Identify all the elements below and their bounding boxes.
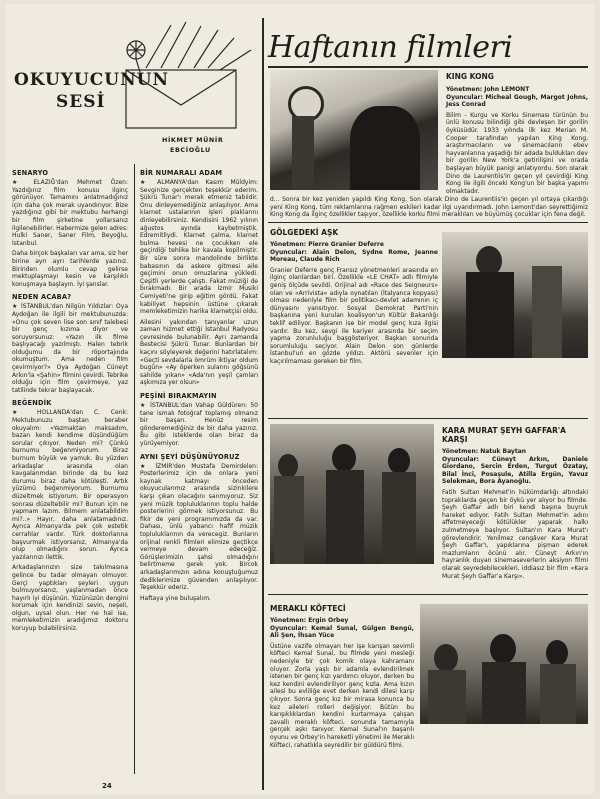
letter-heading: BİR NUMARALI ADAM xyxy=(140,169,223,177)
movie-1-title: KING KONG xyxy=(446,72,494,81)
letter-heading: SENARYO xyxy=(12,169,49,177)
letter-text: Daha birçok başkaları var ama, siz her birine ayrı ayrı tarihlerde yazınız. Birinden olumlu cevap gelirse mektuplaşmayı kesin ve karşılıklı konuşmaya başlayın. İyi şanslar. xyxy=(12,250,128,288)
movie-2-body: Granier Deferre genç Fransız yönetmenleri arasında en ilginç olanlardan biri. Özellikle «LE CHAT» adlı filmiyle geniş ölçüde sevildi. Orijinal adı «Race des Seigneurs» olan ve «Arrivista» adıyla oynatılan (İtalyanca kopyası) olması nedeniyle film bir politikacı-devlet adamının iç dünyasını yansıtıyor. Sosyal Demokrat Parti'nin başkanına yeni kurulan koalisyon'un Kültür Bakanlığı teklif ediliyor. Başkanın ise bir model genç kıza ilgisi vardır. Bu kez, sevgi ile kariyer arasında bir seçim yapma zorunluluğu başgösteriyor. Başkan sonunda sorumluluğu seçiyor. Alain Delon son günlerde İstanbul'un en gözde yıldızı. Aktörü sevenler için kaçırılmaması gereken bir film. xyxy=(270,266,438,365)
column-editor-name-1: HİKMET MÜNİR xyxy=(162,136,224,144)
letters-column-2 xyxy=(140,164,258,784)
letter-text: ★ İSTANBUL'dan Nilgün Yıldızlar: Oya Aydoğan ile ilgili bir mektubunuzda: «Onu çok seven lise son sınıf talebesi bir genç kızıma diyor ve soruyorsunuz: «Yazın ilk filme başlıyacağı yazılmıştı. Halen tebrik olduğumu da bir röportajında okumuştum. Ama neden film çevirmiyor?» Oya Aydoğan Cüneyt Arkın'la «Şahin» filmini çevirdi. Tebrike olduğu için film çevirmeye, yaz tatilinde tekrar başlayacak. xyxy=(12,303,128,394)
letter-text: ★ ALMANYA'dan Kasım Müldyim: Sevginize gerçekten teşekkür ederim. Şükrü Tunar'ı merak etmeniz tabiidir. Onu dinleyemediğiniz anlaşılıyor. Ama klarnet ustalarının işleri plaklarını dinleyebilirsiniz. Kendisini 1962 yılının ağustos ayında kaybetmiştik. Edremitliydi. Klarnet çalma, klarnet bulma hevesi ne çocukken ele geçirdiği tehlike bir kavala kopilmiştir. Bir süre sonra mandolinde birlikte babasının da askere gitmesi aile geçimini onun omuzlarına yükledi. Çeşitli yerlerde çalıştı. Fakat müziği de bırakmadı. Bir arada İzmir Musiki Cemiyeti'ne girip eğitim gördü. Fakat kabiliyet hepsinin üstüne çıkarak memleketimizin harika klarnetçisi oldu. xyxy=(140,179,258,316)
letter-heading: BEĞENDİK xyxy=(12,399,52,408)
golgedeki-ask-photo xyxy=(442,232,588,358)
letter-text: Arkadaşlarınızın size takılmasına gelince bu tadar olmayan olmuyor. Gerçi yaptıkları şeyleri uygun bulmuyorsanız, yaşlanmadan önce hayırlı iyi düşünün. Yüzünüzün dengini korumak için kendinizi sevin, neşeli, olgun, uysal olun. Her ne hal ise, memleketimizin aradığımız doktoru koruyup bulabilirsiniz. xyxy=(12,564,128,633)
movie-1-body: Bilim - Kurgu ve Korku Sineması türünün bu ünlü konusu bilindiği gibi devleşen bir gorilin öyküsüdür. 1933 yılında ilk kez Merian M. Cooper tarafından yapılan King Kong, araştırmacıların ve sinemacıların ebev hayvanlarına yaşadığı bir adada buldukları dev bir gorilin New York'a getirilişini ve orada başlayan büyük panigi anlatıyordu. Son olarak Dino de Laurentiis'in geçen yıl çevirdiği King Kong ile ilgili önceki Kong'un bir başka yapımı olmaktadır. xyxy=(446,111,588,195)
movie-1-credits: Yönetmen: John LEMONT Oyuncular: Micheal Gough, Margot Johns, Jess Conrad xyxy=(446,86,588,109)
movie-1-body-continued: d... Sonra bir kez yeniden yapıldı King Kong. Son olarak Dino de Laurentiis'in geçen yıl ortaya çıkardığı yeni King Kong, tüm reklamlarına rağmen eskileri kadar ilgi uyandırmadı. John Lemont'dan seyrettiğimiz King Kong da ilginç özellikler taşıyor, özellikle korku filmi meraklıları ve büyümüş çocuklar için fena değil. xyxy=(270,196,588,219)
letter-text: Ailesini yakından tanıyanlar uzun zaman hizmet ettiği İstanbul Radyosu çevresinde bulunabilir. Ayrı zamanda Bestecisi Şükrü Tunar. Bunlardan bir kaçını söyleyerek değerini hatırlatalım: «Geçti sevdalarla ömrüm iktiyar oldum bugün» «Ay öperken sularını göğsünü sahilde yıkan» «Ada'nın yeşil çamları aşkımıza yer olsun» xyxy=(140,318,258,387)
letter-text: ★ HOLLANDA'dan C. Cenk: Mektubunuzu baştan beraber okuyalım: «Yazmaktan maksadım, bazan kendi kendime düşündüğüm sorular çıkıyor. Neden mi? Çünkü burnumu beğenmiyorum. Biraz burnum büyük ve yamuk. Bu yüzden arkadaşlar arasında olan kavgalarımdan birinde da bu kez durumu biraz daha kötüleşti. Artık yüzümü beğenmiyorum. Burnumu düzeltmek istiyorum. Bir operasyon sonrası düzeltebilir mi? Bunun için ne yapmam lazım. Bilmem anlatabildim mi?..» Hayır, daha anlatamadınız. Ayrıca Almanya'da pek çok estetik cerrahlar vardır. Türk doktorlarına başvurmak istiyorsanız, Almanya'da olup olmadığını sorun. Ayrıca yazılarınızı ilettik. xyxy=(12,409,128,561)
letter-text: ★ İZMİR'den Mustafa Demirdelen: Posterlerimiz için de onlara yeni kaynak katmayı önceden okuyucularımız arasında sizinkilere karşı çıkan olacağını sanmıyoruz. Siz yeni müzik topluluklarının toplu halde posterlerini görmek istiyorsunuz. Bu fikir de yeni programımızda da var. Dahası, ünlü yabancı hafif müzik topluluklarının da verecegiz. Bunların orijinal renkli filmleri elimize geçtikçe vermeye devam edeceğiz. Görüşlerimizin şahsi olmadığını belirtmeme gerek yok. Bircok arkadaşlarımızın adına konuştuğumuz dediklerimize güvenden anlaşılıyor. Teşekkür ederiz. xyxy=(140,462,258,592)
letter-heading: AYNI ŞEYİ DÜŞÜNÜYORUZ xyxy=(140,452,240,461)
letter-heading: NEDEN ACABA? xyxy=(12,293,72,302)
merakli-kofteci-photo xyxy=(420,604,588,724)
kara-murat-photo xyxy=(270,424,434,564)
column-title-line2: SESİ xyxy=(56,92,106,112)
movie-2-overflow xyxy=(270,362,588,414)
okuyucunun-sesi-header xyxy=(10,18,262,158)
movie-4-body: Üstüne vazife olmayan her işe karışan sevimli köfteci Kemal Sunal, bu filmde yeni mesleği nedeniyle bir çok komik olaya kahramanı oluyor. Zorla yaşlı bir adamla evlendirilmek istenen bir genç kızı yardımcı oluyor, derken bu kez kendini evlendiriliyor genç kızla. Ama kızın ailesi bu evliliğe evet derken kendi dilesi karşı çıkıyor. Sonra genç kız bir mirasa konunca bu kez aileleri rolleri değişiyor. Bütün bu karışıklıklardan kendini kurtarmaya çalışan zavallı meraklı köfteci, sonunda tamamıyla gerçek aşkı tanıyor. Kemal Sunal'ın başarılı oyunu ve Orbey'in hareketli yönetimi ile Meraklı Köfteci, rahatlıkla seyredilir bir güldürü filmi. xyxy=(270,642,414,749)
movie-4 xyxy=(270,600,414,786)
movie-2 xyxy=(270,226,438,365)
column-title-line1: OKUYUCUNUN xyxy=(14,70,170,90)
movie-3-body: Fatih Sultan Mehmet'in hükümdarlığı altındaki topraklarda geçen bir öykü yer alıyor bu filmde. Şeyh Gaffar adlı biri kendi başına buyruk hareket ediyor. Fatih Sultan Mehmet'in adını affetmeyeceği kötülükler yaparak halkı zulmetmeye başlıyor. Sultan'ın Kara Murat'ı görevlendirir. Yenilmez cengâver Kara Murat Şeyh Gaffar'ı, yapıklarına pişman ederek mazlumların öcünü alır. Cüneyt Arkın'ın hayranlık duyan sinemaseverlerin aksiyon filmi olarak seyredebilecekleri, iddiasız bir film «Kara Murat Şeyh Gaffar'a Karşı». xyxy=(442,488,588,580)
movie-2-title: GÖLGEDEKİ AŞK xyxy=(270,228,339,237)
section-title: Haftanın filmleri xyxy=(268,30,513,65)
letter-text: ★ ELAZIĞ'dan Mehmet Özen: Yazdığınız film konusu ilginç görünüyor. Tamamını anlatmadığınız için daha çok merak uyandırıyor. Bize yazdığınız gibi bir mektubu herhangi bir film şirketine yollarsanız ilgilenebilirler. Habermize gelen adres: Hulki Saner, Saner Film, Beyoğlu, İstanbul. xyxy=(12,179,128,247)
movie-3 xyxy=(442,424,588,580)
king-kong-photo xyxy=(270,70,438,190)
letter-heading: PEŞİNİ BIRAKMAYIN xyxy=(140,392,217,401)
movie-4-credits: Yönetmen: Ergin Orbey Oyuncular: Kemal Sunal, Gülgen Bengü, Ali Şen, İhsan Yüce xyxy=(270,617,414,640)
movie-3-title: KARA MURAT ŞEYH GAFFAR'A KARŞI xyxy=(442,426,566,444)
letter-text: ★ İSTANBUL'dan Vahap Güldüren: 50 tane ismalı fotoğraf toplamış olmanız bir başarı. Henüz resim gönderemediğiniz de bir daha yazınız. Bu gibi isteklerde olan biraz da yürüyemiyor. xyxy=(140,402,258,447)
letters-column-1 xyxy=(12,164,128,784)
magazine-page xyxy=(6,4,594,794)
column-editor-name-2: EBCİOĞLU xyxy=(170,146,211,154)
movie-3-credits: Yönetmen: Natuk Baytan Oyuncular: Cüneyt Arkın, Daniele Giordano, Sercin Erden, Turgut Özatay, Bilal İnci, Posaşule, Atilla Ergün, Yavuz Selekman, Bora Ayanoğlu. xyxy=(442,448,588,486)
movie-1 xyxy=(446,70,588,194)
letter-text: Haftaya yine buluşalım. xyxy=(140,594,211,602)
page-number: 24 xyxy=(102,782,112,790)
movie-2-credits: Yönetmen: Pierre Granier Deferre Oyuncular: Alain Delon, Sydne Rome, Jeanne Moreau, Claude Rich xyxy=(270,241,438,264)
movie-4-title: MERAKLI KÖFTECİ xyxy=(270,604,346,613)
